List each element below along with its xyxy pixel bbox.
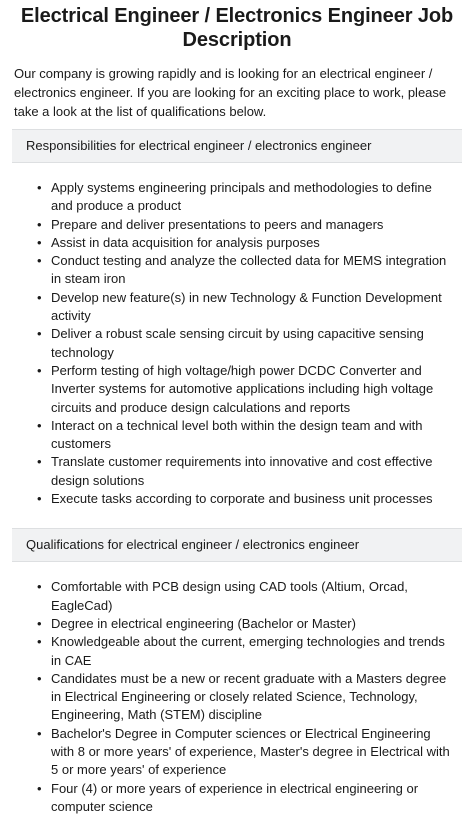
list-item: • Prepare and deliver presentations to peers and managers <box>40 216 456 234</box>
bullet-icon: • <box>37 216 42 232</box>
bullet-icon: • <box>37 180 42 195</box>
list-item: • Bachelor's Degree in Computer sciences or Electrical Engineering with 8 or more years' of experience, Master's degree in Electrical with 5 or more years' of experience <box>37 725 450 778</box>
list-item: • Translate customer requirements into innovative and cost effective design solutions <box>37 454 433 488</box>
bullet-icon: • <box>37 326 42 342</box>
list-item: • Interact on a technical level both within the design team and with customers <box>37 417 423 452</box>
bullet-icon: • <box>37 615 42 631</box>
bullet-icon: • <box>37 725 42 741</box>
bullet-icon: • <box>37 670 42 686</box>
bullet-icon: • <box>37 417 42 433</box>
list-item: • Execute tasks according to corporate and business unit processes <box>40 490 456 508</box>
list-item: • Deliver a robust scale sensing circuit by using capacitive sensing technology <box>37 326 424 360</box>
bullet-icon: • <box>37 579 42 595</box>
list-item: • Apply systems engineering principals and methodologies to define and produce a product <box>37 180 432 214</box>
bullet-icon: • <box>37 234 42 250</box>
list-item: • Develop new feature(s) in new Technology & Function Development activity <box>37 289 442 324</box>
job-description-page <box>0 4 474 814</box>
bullet-icon: • <box>37 289 42 305</box>
list-item: • Candidates must be a new or recent graduate with a Masters degree in Electrical Engineering or closely related Science, Technology, Engineering, Math (STEM) discipline <box>37 670 447 723</box>
bullet-icon: • <box>37 454 42 470</box>
list-item: • Knowledgeable about the current, emerging technologies and trends in CAE <box>37 634 445 668</box>
list-item: • Conduct testing and analyze the collected data for MEMS integration in steam iron <box>37 253 447 287</box>
bullet-icon: • <box>37 253 42 269</box>
responsibilities-heading: Responsibilities for electrical engineer / electronics engineer <box>12 129 462 163</box>
intro-paragraph: Our company is growing rapidly and is looking for an electrical engineer / electronics engineer. If you are looking for an exciting place to work, please take a look at the list of qualifications below. <box>14 66 447 119</box>
qualifications-list <box>12 578 462 816</box>
list-item: • Perform testing of high voltage/high power DCDC Converter and Inverter systems for automotive applications including high voltage circuits and produce design calculations and reports <box>37 362 434 415</box>
bullet-icon: • <box>37 634 42 650</box>
page-title: Electrical Engineer / Electronics Engineer Job Description <box>20 5 454 51</box>
list-item: • Four (4) or more years of experience in electrical engineering or computer science <box>37 780 419 814</box>
bullet-icon: • <box>37 362 42 378</box>
list-item: • Comfortable with PCB design using CAD tools (Altium, Orcad, EagleCad) <box>37 579 408 613</box>
bullet-icon: • <box>37 491 42 507</box>
qualifications-heading: Qualifications for electrical engineer / electronics engineer <box>12 528 462 562</box>
responsibilities-list <box>12 179 462 508</box>
list-item: • Degree in electrical engineering (Bachelor or Master) <box>40 615 456 633</box>
list-item: • Assist in data acquisition for analysis purposes <box>40 234 456 252</box>
bullet-icon: • <box>37 780 42 796</box>
